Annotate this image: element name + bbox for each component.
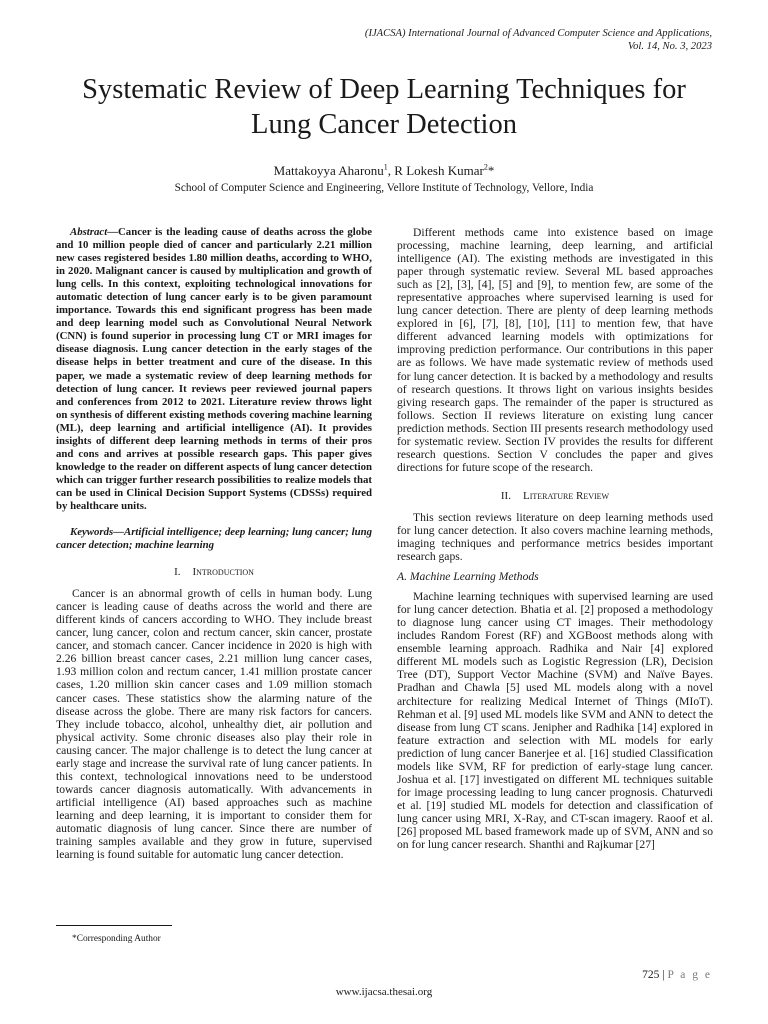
section-heading-introduction: [56, 566, 372, 579]
keywords: [56, 526, 372, 552]
page-number-separator: |: [659, 969, 668, 981]
paper-title-line2: Lung Cancer Detection: [251, 109, 517, 140]
right-column: [397, 226, 713, 851]
author-superscript: 2: [483, 162, 488, 172]
author-line: [0, 163, 768, 179]
section-heading-literature-review: [397, 490, 713, 503]
keywords-text: Artificial intelligence; deep learning; lung cancer; lung cancer detection; machine learning: [56, 526, 372, 552]
journal-volume: Vol. 14, No. 3, 2023: [627, 41, 712, 52]
corresponding-mark: *: [487, 163, 495, 178]
section-number: I.: [174, 566, 181, 579]
journal-name: (IJACSA) International Journal of Advanced Computer Science and Applications,: [364, 28, 712, 39]
author-separator: ,: [387, 163, 395, 178]
author-name: R Lokesh Kumar: [394, 163, 484, 178]
footnote: *Corresponding Author: [72, 934, 161, 944]
ml-methods-paragraph: Machine learning techniques with supervised learning are used for lung cancer detection. Bhatia et al. [2] proposed a methodology to diagnose lung cancer using CT images. Their methodology includes Random Forest (RF) and XGBoost methods along with ensemble learning approach. Radhika and Nair [4] explored different ML models such as Logistic Regression (LR), Decision Tree (DT), Support Vector Machine (SVM) and Naïve Bayes. Pradhan and Chawla [5] used ML models along with a novel architecture for realizing Medical Internet of Things (MIoT). Rehman et al. [9] used ML models like SVM and ANN to detect the disease from lung CT scans. Jenipher and Radhika [14] explored in feature extraction and selection with ML models for early prediction of lung cancer Banerjee et al. [16] studied Classification models like SVM, RF for prediction of early-stage lung cancer. Joshua et al. [17] investigated on different ML techniques suitable for image processing leading to lung cancer prognosis. Chaturvedi et al. [19] studied ML models for detection and classification of lung cancer using MRI, X-Ray, and CT-scan imagery. Raoof et al. [26] proposed ML based framework made up of SVM, ANN and so on for lung cancer research. Shanthi and Rajkumar [27]: [397, 590, 713, 852]
left-column: [56, 226, 372, 861]
footer-url[interactable]: www.ijacsa.thesai.org: [335, 986, 433, 998]
affiliation: School of Computer Science and Engineering, Vellore Institute of Technology, Vellore, India: [174, 182, 594, 194]
footnote-divider: [56, 925, 172, 926]
introduction-continued-paragraph: Different methods came into existence based on image processing, machine learning, deep learning, and artificial intelligence (AI). The existing methods are investigated in this paper through systematic review. Several ML based approaches such as [2], [3], [4], [5] and [9], to mention few, are some of the representative approaches where supervised learning is used for lung cancer detection. There are plenty of deep learning methods explored in [6], [7], [8], [10], [11] to mention few, that have different advanced learning models with optimizations for improving prediction performance. Our contributions in this paper are as follows. We have made systematic review of methods used for lung cancer detection. It is backed by a methodology and results of research questions. It throws light on various insights besides giving research gaps. The remainder of the paper is structured as follows. Section II reviews literature on existing lung cancer prediction methods. Section III presents research methodology used for systematic review. Section IV provides the results for different research questions. Section V concludes the paper and gives directions for future scope of the research.: [397, 226, 713, 474]
page-word: P a g e: [667, 969, 712, 981]
section-title: Literature Review: [522, 489, 610, 502]
abstract: [56, 226, 372, 513]
page-number: [642, 968, 712, 982]
subsection-heading-ml-methods: A. Machine Learning Methods: [397, 570, 539, 584]
author-name: Mattakoyya Aharonu: [273, 163, 384, 178]
journal-header: [365, 27, 712, 53]
paper-title: [0, 72, 768, 142]
page-number-value: 725: [642, 969, 660, 981]
keywords-dash: —: [113, 526, 124, 539]
keywords-label: Keywords: [70, 526, 114, 539]
paper-title-line1: Systematic Review of Deep Learning Techniques for: [82, 74, 686, 105]
abstract-label: Abstract: [70, 226, 108, 238]
literature-review-paragraph: This section reviews literature on deep learning methods used for lung cancer detection. It also covers machine learning methods, imaging techniques and performance metrics besides important research gaps.: [397, 510, 713, 564]
introduction-paragraph: Cancer is an abnormal growth of cells in human body. Lung cancer is leading cause of deaths across the world and there are different kinds of cancers according to WHO. They include breast cancer, lung cancer, colon and rectum cancer, skin cancer, prostate cancer, and stomach cancer. Cancer incidence in 2020 is high with 2.26 billion breast cancer cases, 2.21 million lung cancer cases, 1.93 million colon and rectum cancer, 1.41 million prostate cancer cases, 1.20 million skin cancer cases and 1.09 million stomach cancer cases. These statistics show the alarming nature of the disease across the globe. There are many risk factors for cancers. They include tobacco, alcohol, unhealthy diet, air pollution and physical activity. Some chronic diseases also play their role in causing cancer. The major challenge is to detect the lung cancer at early stage and increase the survival rate of lung cancer patients. In this context, technological innovations need to be understood towards cancer diagnosis automatically. With advancements in artificial intelligence (AI) based approaches such as machine learning and deep learning, it is important to consider them for automatic diagnosis of lung cancer. Since there are number of training samples available and they grow in future, supervised learning is found suitable for automatic lung cancer detection.: [56, 587, 372, 862]
section-title: Introduction: [192, 566, 254, 579]
abstract-dash: —: [107, 226, 118, 238]
section-number: II.: [500, 489, 511, 502]
author-superscript: 1: [383, 162, 388, 172]
abstract-text: Cancer is the leading cause of deaths across the globe and 10 million people died of cancer and particularly 2.21 million new cases registered besides 1.80 million deaths, according to WHO, in 2020. Malignant cancer is caused by multiplication and growth of lung cells. In this context, exploiting technological innovations for automatic detection of lung cancer early is to be given paramount importance. Towards this end significant progress has been made and deep learning model such as Convolutional Neural Network (CNN) is found superior in processing lung CT or MRI images for disease diagnosis. Lung cancer detection in the early stages of the disease helps in better treatment and cure of the disease. In this paper, we made a systematic review of deep learning methods for detection of lung cancer. It reviews peer reviewed journal papers and conferences from 2012 to 2021. Literature review throws light on synthesis of different existing methods covering machine learning (ML), deep learning and artificial intelligence (AI). It provides insights of different deep learning methods in terms of their pros and cons and arrives at possible research gaps. This paper gives knowledge to the reader on different aspects of lung cancer detection which can trigger further research possibilities to realize models that can be used in Clinical Decision Support Systems (CDSSs) required by healthcare units.: [56, 226, 372, 512]
